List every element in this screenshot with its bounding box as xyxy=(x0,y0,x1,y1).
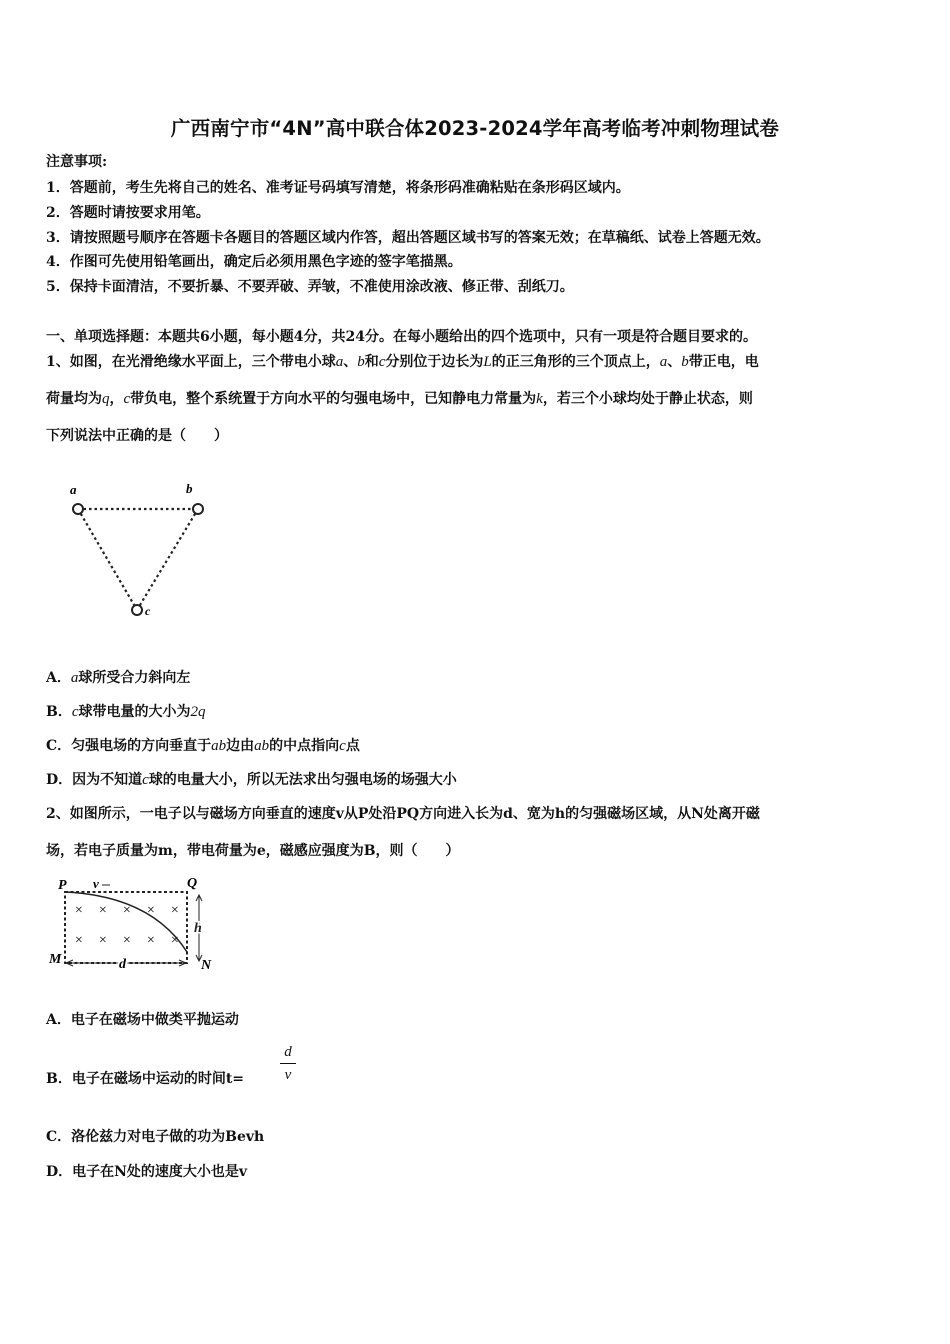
field-cross: × xyxy=(146,933,156,948)
field-cross: × xyxy=(146,903,156,918)
q2-option-b: B．电子在磁场中运动的时间t= xyxy=(46,1071,245,1087)
q1-triangle-figure xyxy=(62,478,222,623)
notice-item: 1．答题前，考生先将自己的姓名、准考证号码填写清楚，将条形码准确粘贴在条形码区域内。 xyxy=(46,180,630,196)
q2-option-d: D．电子在N处的速度大小也是v xyxy=(46,1164,248,1180)
q2-option-b-fraction xyxy=(280,1042,296,1085)
field-cross: × xyxy=(122,903,132,918)
notice-item: 2．答题时请按要求用笔。 xyxy=(46,205,210,221)
label-m: M xyxy=(49,952,62,967)
q1-stem-line2: 荷量均为q，c带负电，整个系统置于方向水平的匀强电场中，已知静电力常量为k，若三个小球均处于静止状态，则 xyxy=(46,391,753,407)
notice-heading: 注意事项: xyxy=(46,154,108,170)
label-c: c xyxy=(145,604,151,618)
section-heading: 一、单项选择题：本题共6小题，每小题4分，共24分。在每小题给出的四个选项中，只有一项是符合题目要求的。 xyxy=(46,329,757,345)
label-d: d xyxy=(119,957,126,972)
q2-option-a: A．电子在磁场中做类平抛运动 xyxy=(46,1012,239,1028)
ball-c xyxy=(132,605,142,615)
fraction-numerator: d xyxy=(284,1044,292,1060)
field-cross: × xyxy=(74,903,84,918)
q1-option-a: A．a球所受合力斜向左 xyxy=(46,670,191,686)
label-v: v xyxy=(93,876,99,891)
q2-stem-line1: 2、如图所示，一电子以与磁场方向垂直的速度v从P处沿PQ方向进入长为d、宽为h的匀强磁场区域，从N处离开磁 xyxy=(46,806,760,822)
label-a: a xyxy=(70,482,77,497)
q1-stem-line3: 下列说法中正确的是（ ） xyxy=(46,428,228,444)
ball-a xyxy=(73,504,83,514)
q1-stem-line1: 1、如图，在光滑绝缘水平面上，三个带电小球a、b和c分别位于边长为L的正三角形的三个顶点上，a、b带正电，电 xyxy=(46,354,759,370)
triangle-side-ac xyxy=(78,509,137,610)
triangle-side-bc xyxy=(137,509,198,610)
field-cross: × xyxy=(170,903,180,918)
notice-item: 5．保持卡面清洁，不要折暴、不要弄破、弄皱，不准使用涂改液、修正带、刮纸刀。 xyxy=(46,279,574,295)
field-cross: × xyxy=(98,903,108,918)
page-title: 广西南宁市“4N”高中联合体2023-2024学年高考临考冲刺物理试卷 xyxy=(170,117,780,140)
q2-option-c: C．洛伦兹力对电子做的功为Bevh xyxy=(46,1129,265,1145)
label-h: h xyxy=(194,921,202,936)
q2-stem-line2: 场，若电子质量为m，带电荷量为e，磁感应强度为B，则（ ） xyxy=(46,843,460,859)
field-cross: × xyxy=(74,933,84,948)
notice-item: 3．请按照题号顺序在答题卡各题目的答题区域内作答，超出答题区域书写的答案无效；在草稿纸、试卷上答题无效。 xyxy=(46,230,770,246)
field-cross: × xyxy=(122,933,132,948)
fraction-denominator: v xyxy=(284,1067,292,1083)
field-cross: × xyxy=(170,933,180,948)
label-b: b xyxy=(186,481,193,496)
field-cross: × xyxy=(98,933,108,948)
ball-b xyxy=(193,504,203,514)
label-q: Q xyxy=(187,876,198,891)
notice-item: 4．作图可先使用铅笔画出，确定后必须用黑色字迹的签字笔描黑。 xyxy=(46,254,462,270)
label-n: N xyxy=(201,958,212,973)
label-p: P xyxy=(58,878,67,893)
q1-option-b: B．c球带电量的大小为2q xyxy=(46,704,206,720)
q1-option-d: D．因为不知道c球的电量大小，所以无法求出匀强电场的场强大小 xyxy=(46,772,457,788)
fraction-bar xyxy=(280,1063,296,1064)
q2-magnetic-field-figure xyxy=(46,872,226,976)
q1-option-c: C．匀强电场的方向垂直于ab边由ab的中点指向c点 xyxy=(46,738,360,754)
